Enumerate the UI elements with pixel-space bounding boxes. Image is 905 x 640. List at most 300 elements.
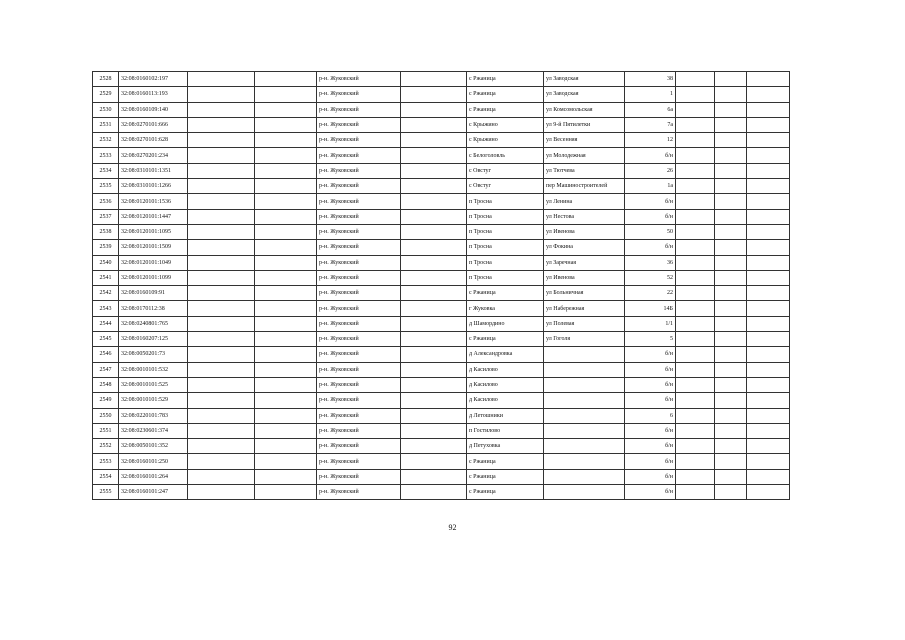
district-cell: р-н. Жуковский: [317, 72, 401, 87]
row-number-cell: 2546: [93, 347, 119, 362]
empty-cell: [401, 255, 467, 270]
cadastral-number-cell: 32:08:0160101:247: [119, 485, 188, 500]
settlement-cell: с Крыжино: [467, 117, 544, 132]
empty-cell: [401, 209, 467, 224]
empty-cell: [747, 179, 790, 194]
empty-cell: [715, 163, 747, 178]
district-cell: р-н. Жуковский: [317, 485, 401, 500]
empty-cell: [747, 377, 790, 392]
cadastral-number-cell: 32:08:0010101:529: [119, 393, 188, 408]
street-cell: ул Ленина: [544, 194, 625, 209]
district-cell: р-н. Жуковский: [317, 347, 401, 362]
empty-cell: [676, 224, 715, 239]
table-row: [93, 255, 790, 270]
empty-cell: [188, 423, 255, 438]
house-number-cell: б/н: [625, 454, 676, 469]
house-number-cell: 26: [625, 163, 676, 178]
district-cell: р-н. Жуковский: [317, 270, 401, 285]
table-row: [93, 408, 790, 423]
empty-cell: [188, 179, 255, 194]
house-number-cell: 6: [625, 408, 676, 423]
house-number-cell: б/н: [625, 485, 676, 500]
empty-cell: [715, 301, 747, 316]
district-cell: р-н. Жуковский: [317, 117, 401, 132]
empty-cell: [676, 316, 715, 331]
street-cell: ул 9-й Пятилетки: [544, 117, 625, 132]
empty-cell: [255, 316, 317, 331]
settlement-cell: г Жуковка: [467, 301, 544, 316]
cadastral-number-cell: 32:08:0160207:125: [119, 332, 188, 347]
empty-cell: [401, 408, 467, 423]
cadastral-number-cell: 32:08:0120101:1095: [119, 224, 188, 239]
empty-cell: [401, 316, 467, 331]
empty-cell: [401, 163, 467, 178]
empty-cell: [715, 102, 747, 117]
row-number-cell: 2535: [93, 179, 119, 194]
table-row: [93, 332, 790, 347]
empty-cell: [401, 102, 467, 117]
empty-cell: [747, 133, 790, 148]
table-row: [93, 179, 790, 194]
empty-cell: [188, 393, 255, 408]
cadastral-number-cell: 32:08:0270101:628: [119, 133, 188, 148]
settlement-cell: п Тросна: [467, 270, 544, 285]
row-number-cell: 2553: [93, 454, 119, 469]
street-cell: [544, 454, 625, 469]
cadastral-number-cell: 32:08:0050201:73: [119, 347, 188, 362]
district-cell: р-н. Жуковский: [317, 286, 401, 301]
empty-cell: [188, 485, 255, 500]
empty-cell: [401, 87, 467, 102]
empty-cell: [715, 270, 747, 285]
empty-cell: [747, 163, 790, 178]
district-cell: р-н. Жуковский: [317, 194, 401, 209]
house-number-cell: 6а: [625, 102, 676, 117]
empty-cell: [676, 240, 715, 255]
house-number-cell: 5: [625, 332, 676, 347]
table-row: [93, 454, 790, 469]
settlement-cell: с Крыжино: [467, 133, 544, 148]
row-number-cell: 2547: [93, 362, 119, 377]
empty-cell: [715, 454, 747, 469]
house-number-cell: 1/1: [625, 316, 676, 331]
empty-cell: [676, 117, 715, 132]
empty-cell: [747, 439, 790, 454]
house-number-cell: б/н: [625, 362, 676, 377]
empty-cell: [401, 362, 467, 377]
district-cell: р-н. Жуковский: [317, 316, 401, 331]
district-cell: р-н. Жуковский: [317, 163, 401, 178]
district-cell: р-н. Жуковский: [317, 362, 401, 377]
street-cell: ул Комсомольская: [544, 102, 625, 117]
table-row: [93, 72, 790, 87]
settlement-cell: д Касилово: [467, 393, 544, 408]
district-cell: р-н. Жуковский: [317, 133, 401, 148]
district-cell: р-н. Жуковский: [317, 332, 401, 347]
row-number-cell: 2533: [93, 148, 119, 163]
empty-cell: [715, 377, 747, 392]
empty-cell: [401, 72, 467, 87]
cadastral-number-cell: 32:08:0230601:374: [119, 423, 188, 438]
table-row: [93, 301, 790, 316]
cadastral-number-cell: 32:08:0010101:525: [119, 377, 188, 392]
empty-cell: [676, 133, 715, 148]
empty-cell: [188, 194, 255, 209]
empty-cell: [676, 148, 715, 163]
empty-cell: [255, 224, 317, 239]
cadastral-number-cell: 32:08:0120101:1099: [119, 270, 188, 285]
house-number-cell: б/н: [625, 439, 676, 454]
empty-cell: [188, 469, 255, 484]
row-number-cell: 2555: [93, 485, 119, 500]
settlement-cell: с Ржаница: [467, 286, 544, 301]
street-cell: [544, 377, 625, 392]
empty-cell: [715, 485, 747, 500]
cadastral-number-cell: 32:08:0120101:1049: [119, 255, 188, 270]
empty-cell: [747, 194, 790, 209]
district-cell: р-н. Жуковский: [317, 439, 401, 454]
table-row: [93, 485, 790, 500]
cadastral-number-cell: 32:08:0160101:250: [119, 454, 188, 469]
settlement-cell: д Летошники: [467, 408, 544, 423]
empty-cell: [401, 194, 467, 209]
row-number-cell: 2551: [93, 423, 119, 438]
empty-cell: [255, 179, 317, 194]
table-row: [93, 316, 790, 331]
empty-cell: [188, 163, 255, 178]
empty-cell: [188, 209, 255, 224]
table-row: [93, 117, 790, 132]
empty-cell: [255, 377, 317, 392]
house-number-cell: 1: [625, 87, 676, 102]
row-number-cell: 2534: [93, 163, 119, 178]
street-cell: [544, 423, 625, 438]
table-row: [93, 240, 790, 255]
street-cell: ул Ивенова: [544, 224, 625, 239]
row-number-cell: 2543: [93, 301, 119, 316]
settlement-cell: п Тросна: [467, 224, 544, 239]
empty-cell: [676, 270, 715, 285]
row-number-cell: 2528: [93, 72, 119, 87]
row-number-cell: 2554: [93, 469, 119, 484]
row-number-cell: 2545: [93, 332, 119, 347]
settlement-cell: с Ржаница: [467, 469, 544, 484]
empty-cell: [255, 332, 317, 347]
empty-cell: [747, 87, 790, 102]
empty-cell: [255, 240, 317, 255]
house-number-cell: 38: [625, 72, 676, 87]
empty-cell: [715, 179, 747, 194]
empty-cell: [747, 454, 790, 469]
empty-cell: [188, 286, 255, 301]
row-number-cell: 2531: [93, 117, 119, 132]
empty-cell: [255, 362, 317, 377]
empty-cell: [747, 209, 790, 224]
house-number-cell: 1а: [625, 179, 676, 194]
cadastral-number-cell: 32:08:0160102:197: [119, 72, 188, 87]
empty-cell: [401, 301, 467, 316]
page-number: 92: [448, 523, 457, 532]
empty-cell: [715, 439, 747, 454]
district-cell: р-н. Жуковский: [317, 87, 401, 102]
table-row: [93, 469, 790, 484]
empty-cell: [715, 133, 747, 148]
street-cell: пер Машиностроителей: [544, 179, 625, 194]
street-cell: ул Тютчева: [544, 163, 625, 178]
empty-cell: [747, 423, 790, 438]
empty-cell: [715, 87, 747, 102]
empty-cell: [715, 286, 747, 301]
empty-cell: [401, 270, 467, 285]
house-number-cell: б/н: [625, 423, 676, 438]
empty-cell: [715, 469, 747, 484]
street-cell: ул Молодежная: [544, 148, 625, 163]
settlement-cell: п Тросна: [467, 209, 544, 224]
empty-cell: [676, 255, 715, 270]
empty-cell: [715, 408, 747, 423]
row-number-cell: 2552: [93, 439, 119, 454]
empty-cell: [401, 240, 467, 255]
empty-cell: [255, 286, 317, 301]
empty-cell: [255, 117, 317, 132]
empty-cell: [401, 179, 467, 194]
empty-cell: [747, 240, 790, 255]
table-row: [93, 393, 790, 408]
empty-cell: [255, 270, 317, 285]
settlement-cell: д Касилово: [467, 377, 544, 392]
house-number-cell: 52: [625, 270, 676, 285]
settlement-cell: д Петуховка: [467, 439, 544, 454]
empty-cell: [401, 148, 467, 163]
district-cell: р-н. Жуковский: [317, 102, 401, 117]
street-cell: ул Полевая: [544, 316, 625, 331]
empty-cell: [747, 485, 790, 500]
empty-cell: [255, 485, 317, 500]
street-cell: [544, 408, 625, 423]
table-row: [93, 194, 790, 209]
empty-cell: [747, 469, 790, 484]
empty-cell: [255, 439, 317, 454]
empty-cell: [188, 316, 255, 331]
settlement-cell: д Шамордино: [467, 316, 544, 331]
empty-cell: [676, 362, 715, 377]
empty-cell: [255, 454, 317, 469]
empty-cell: [747, 347, 790, 362]
settlement-cell: с Овстуг: [467, 179, 544, 194]
cadastral-number-cell: 32:08:0120101:1536: [119, 194, 188, 209]
row-number-cell: 2536: [93, 194, 119, 209]
empty-cell: [401, 423, 467, 438]
settlement-cell: с Ржаница: [467, 454, 544, 469]
street-cell: ул Заводская: [544, 72, 625, 87]
empty-cell: [188, 362, 255, 377]
cadastral-number-cell: 32:08:0160109:140: [119, 102, 188, 117]
street-cell: ул Весенняя: [544, 133, 625, 148]
empty-cell: [715, 255, 747, 270]
empty-cell: [676, 194, 715, 209]
street-cell: ул Фокина: [544, 240, 625, 255]
row-number-cell: 2529: [93, 87, 119, 102]
empty-cell: [676, 209, 715, 224]
table-row: [93, 362, 790, 377]
table-row: [93, 87, 790, 102]
cadastral-number-cell: 32:08:0120101:1509: [119, 240, 188, 255]
empty-cell: [188, 133, 255, 148]
table-row: [93, 133, 790, 148]
empty-cell: [255, 133, 317, 148]
empty-cell: [676, 179, 715, 194]
empty-cell: [188, 72, 255, 87]
empty-cell: [715, 194, 747, 209]
empty-cell: [255, 469, 317, 484]
empty-cell: [188, 255, 255, 270]
empty-cell: [188, 301, 255, 316]
empty-cell: [747, 408, 790, 423]
empty-cell: [401, 224, 467, 239]
empty-cell: [676, 87, 715, 102]
empty-cell: [715, 362, 747, 377]
district-cell: р-н. Жуковский: [317, 393, 401, 408]
street-cell: [544, 439, 625, 454]
settlement-cell: п Тросна: [467, 255, 544, 270]
empty-cell: [676, 163, 715, 178]
empty-cell: [715, 332, 747, 347]
cadastral-number-cell: 32:08:0310101:1351: [119, 163, 188, 178]
settlement-cell: д Касилово: [467, 362, 544, 377]
table-row: [93, 102, 790, 117]
district-cell: р-н. Жуковский: [317, 240, 401, 255]
empty-cell: [401, 485, 467, 500]
street-cell: [544, 347, 625, 362]
empty-cell: [188, 102, 255, 117]
empty-cell: [676, 332, 715, 347]
empty-cell: [676, 408, 715, 423]
district-cell: р-н. Жуковский: [317, 179, 401, 194]
empty-cell: [401, 377, 467, 392]
row-number-cell: 2550: [93, 408, 119, 423]
cadastral-number-cell: 32:08:0160113:193: [119, 87, 188, 102]
district-cell: р-н. Жуковский: [317, 423, 401, 438]
street-cell: [544, 485, 625, 500]
settlement-cell: с Ржаница: [467, 87, 544, 102]
empty-cell: [401, 454, 467, 469]
empty-cell: [747, 255, 790, 270]
settlement-cell: с Белоголовль: [467, 148, 544, 163]
table-row: [93, 224, 790, 239]
empty-cell: [676, 377, 715, 392]
cadastral-number-cell: 32:08:0270201:234: [119, 148, 188, 163]
table-row: [93, 270, 790, 285]
empty-cell: [676, 393, 715, 408]
house-number-cell: б/н: [625, 209, 676, 224]
empty-cell: [676, 347, 715, 362]
empty-cell: [401, 439, 467, 454]
empty-cell: [676, 485, 715, 500]
district-cell: р-н. Жуковский: [317, 224, 401, 239]
empty-cell: [255, 255, 317, 270]
empty-cell: [747, 72, 790, 87]
street-cell: ул Нестова: [544, 209, 625, 224]
table-row: [93, 209, 790, 224]
empty-cell: [401, 469, 467, 484]
empty-cell: [747, 148, 790, 163]
row-number-cell: 2549: [93, 393, 119, 408]
settlement-cell: д Александровка: [467, 347, 544, 362]
empty-cell: [747, 332, 790, 347]
empty-cell: [715, 423, 747, 438]
empty-cell: [676, 454, 715, 469]
empty-cell: [401, 347, 467, 362]
cadastral-number-cell: 32:08:0310101:1266: [119, 179, 188, 194]
street-cell: ул Заводская: [544, 87, 625, 102]
empty-cell: [676, 439, 715, 454]
empty-cell: [188, 347, 255, 362]
district-cell: р-н. Жуковский: [317, 454, 401, 469]
empty-cell: [676, 301, 715, 316]
district-cell: р-н. Жуковский: [317, 408, 401, 423]
empty-cell: [255, 72, 317, 87]
settlement-cell: с Ржаница: [467, 102, 544, 117]
cadastral-number-cell: 32:08:0240801:765: [119, 316, 188, 331]
table-row: [93, 423, 790, 438]
street-cell: ул Набережная: [544, 301, 625, 316]
settlement-cell: п Тросна: [467, 240, 544, 255]
cadastral-number-cell: 32:08:0160109:91: [119, 286, 188, 301]
table-row: [93, 439, 790, 454]
settlement-cell: с Ржаница: [467, 332, 544, 347]
district-cell: р-н. Жуковский: [317, 469, 401, 484]
empty-cell: [188, 439, 255, 454]
cadastral-number-cell: 32:08:0120101:1447: [119, 209, 188, 224]
house-number-cell: б/н: [625, 194, 676, 209]
empty-cell: [747, 301, 790, 316]
empty-cell: [401, 332, 467, 347]
house-number-cell: б/н: [625, 240, 676, 255]
empty-cell: [188, 270, 255, 285]
empty-cell: [401, 133, 467, 148]
row-number-cell: 2544: [93, 316, 119, 331]
house-number-cell: 14Б: [625, 301, 676, 316]
settlement-cell: с Ржаница: [467, 72, 544, 87]
empty-cell: [188, 454, 255, 469]
empty-cell: [255, 393, 317, 408]
table-row: [93, 377, 790, 392]
row-number-cell: 2538: [93, 224, 119, 239]
empty-cell: [188, 224, 255, 239]
empty-cell: [747, 117, 790, 132]
house-number-cell: б/н: [625, 148, 676, 163]
empty-cell: [715, 347, 747, 362]
empty-cell: [188, 117, 255, 132]
empty-cell: [255, 163, 317, 178]
settlement-cell: с Ржаница: [467, 485, 544, 500]
empty-cell: [401, 286, 467, 301]
house-number-cell: 12: [625, 133, 676, 148]
empty-cell: [676, 286, 715, 301]
empty-cell: [188, 87, 255, 102]
street-cell: [544, 362, 625, 377]
table-row: [93, 347, 790, 362]
house-number-cell: б/н: [625, 393, 676, 408]
street-cell: [544, 469, 625, 484]
empty-cell: [747, 270, 790, 285]
house-number-cell: б/н: [625, 347, 676, 362]
district-cell: р-н. Жуковский: [317, 301, 401, 316]
row-number-cell: 2548: [93, 377, 119, 392]
cadastral-number-cell: 32:08:0220101:783: [119, 408, 188, 423]
row-number-cell: 2540: [93, 255, 119, 270]
empty-cell: [747, 286, 790, 301]
